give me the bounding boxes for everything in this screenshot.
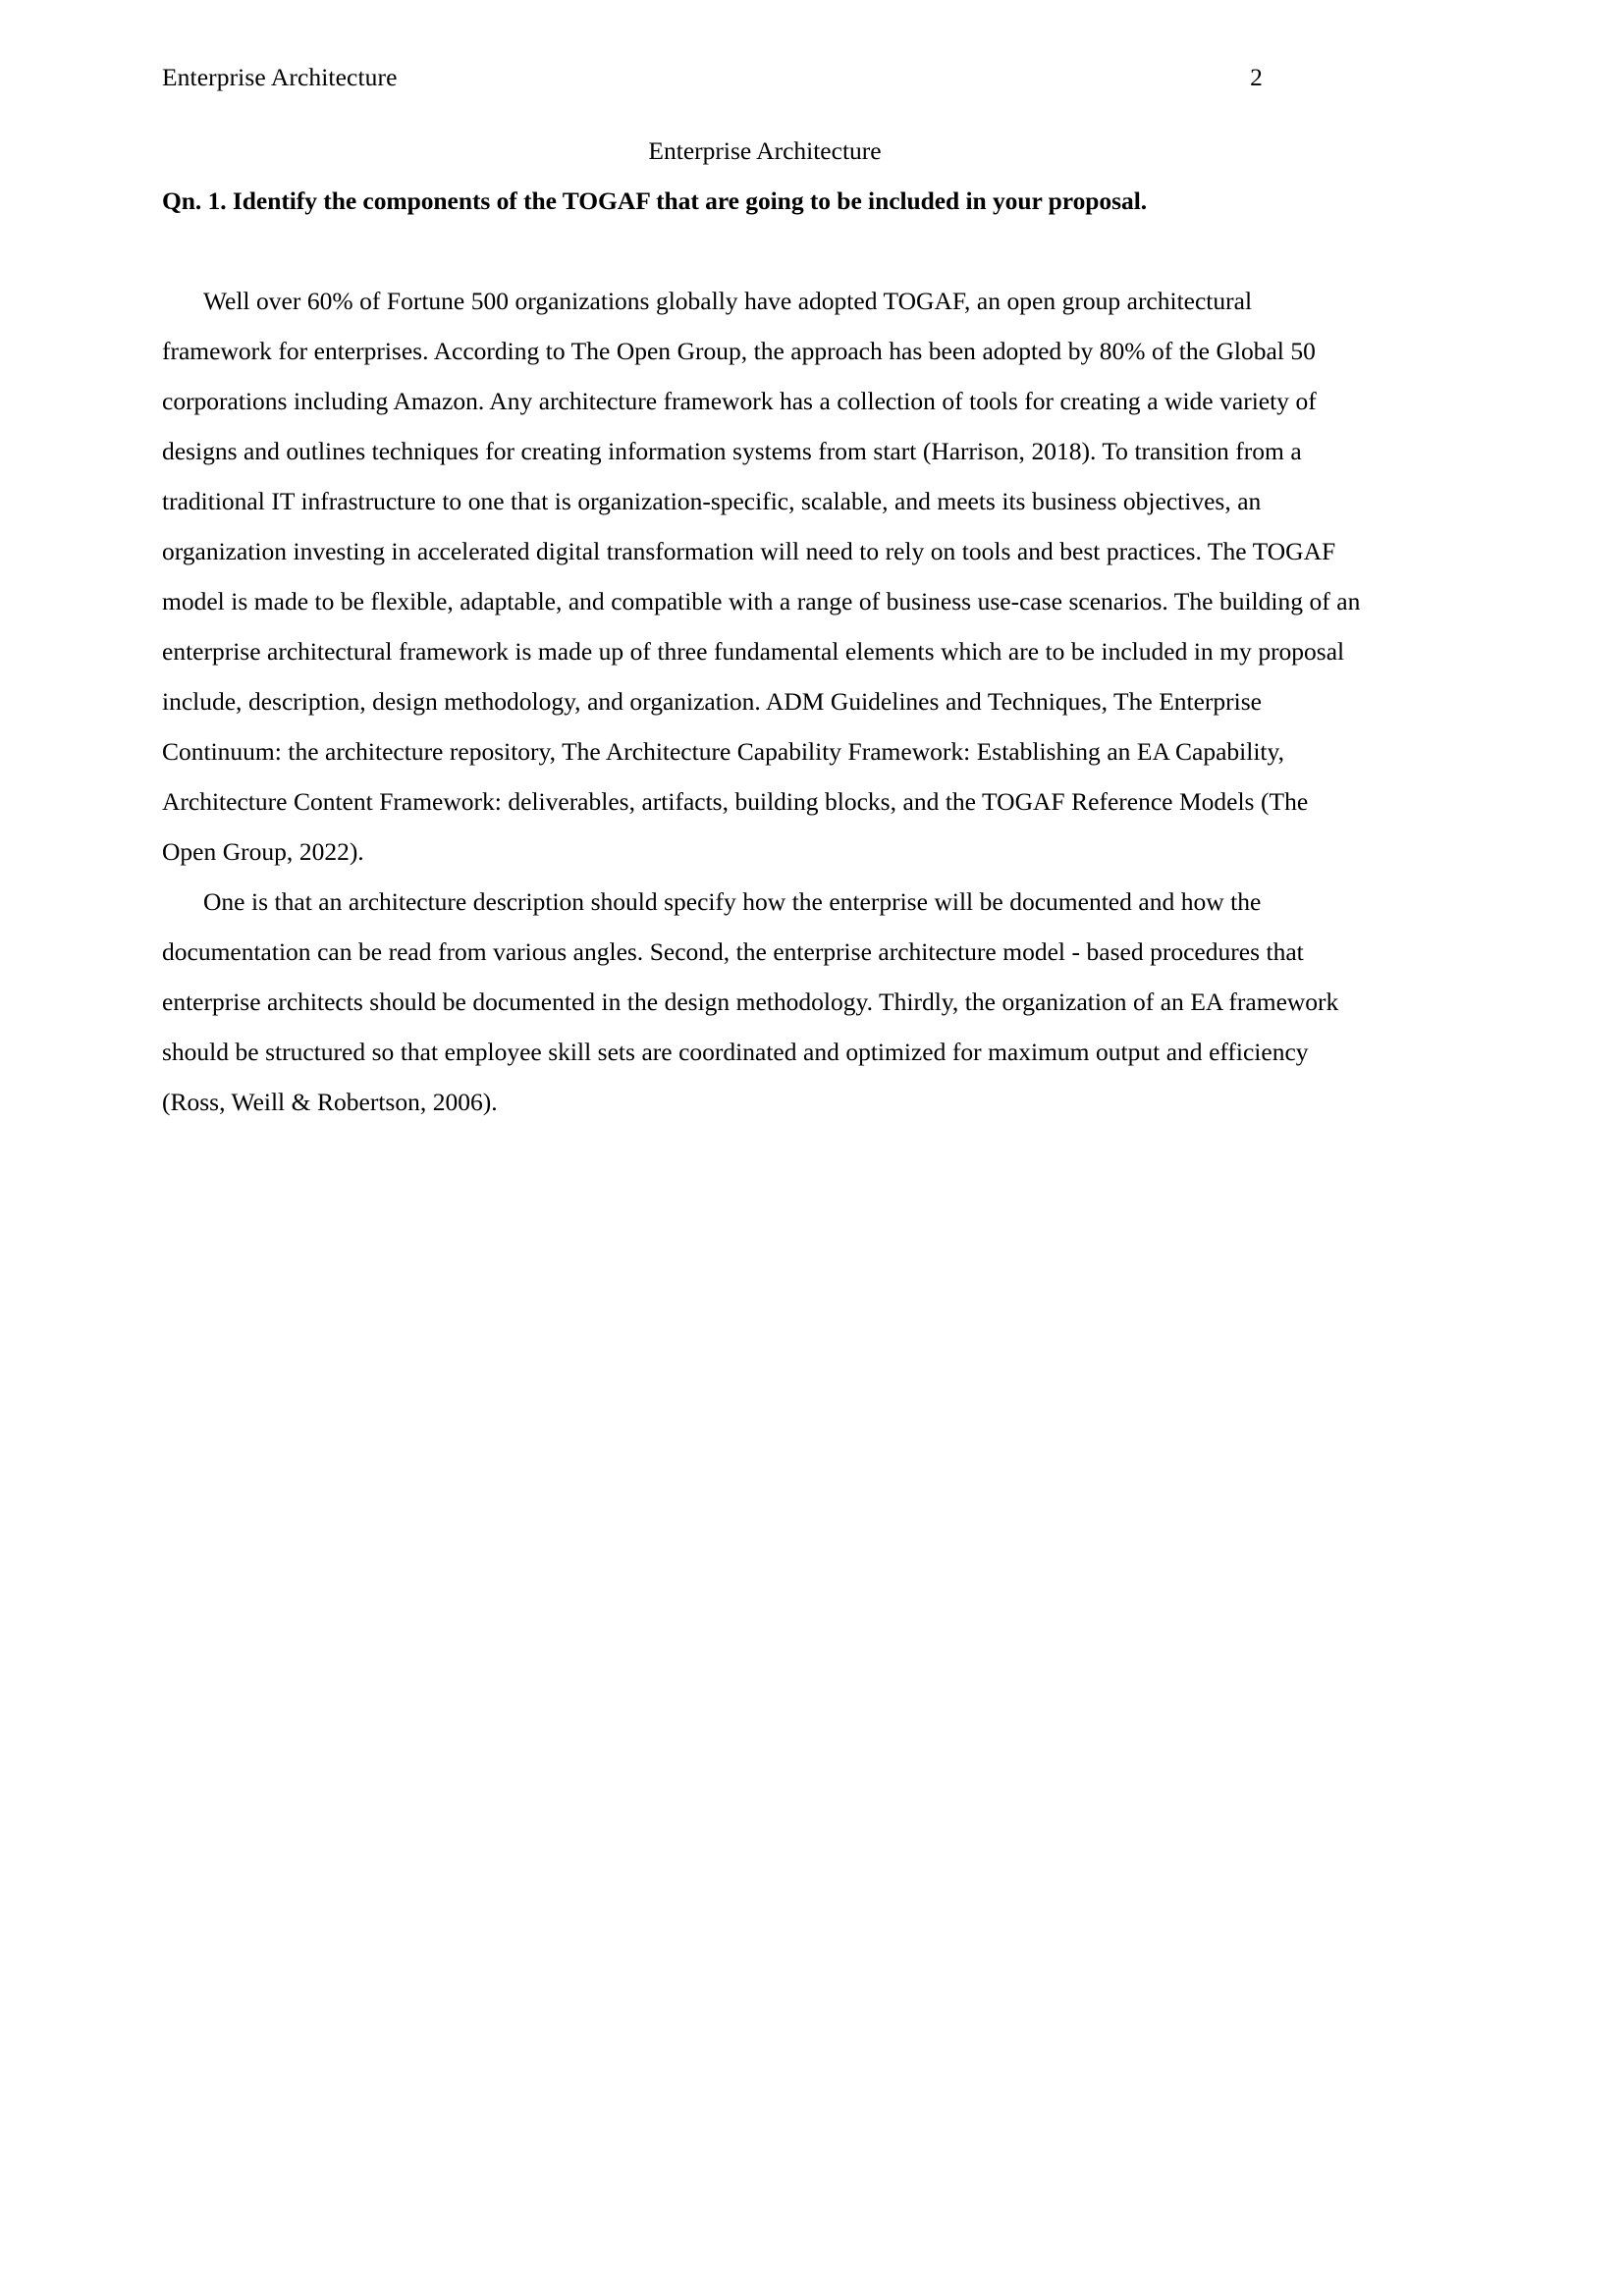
document-body (162, 126, 1368, 1127)
body-paragraph: One is that an architecture description should specify how the enterprise will be documented and how the documentation can be read from various angles. Second, the enterprise architecture model - based procedures that enterprise architects should be documented in the design methodology. Thirdly, the organization of an EA framework should be structured so that employee skill sets are coordinated and optimized for maximum output and efficiency (Ross, Weill & Robertson, 2006). (162, 887, 1339, 1116)
running-head-text: Enterprise Architecture (162, 63, 398, 91)
page-number: 2 (1250, 63, 1263, 91)
running-header (162, 61, 1365, 100)
page-title: Enterprise Architecture (648, 136, 882, 165)
body-paragraph: Well over 60% of Fortune 500 organizations globally have adopted TOGAF, an open group architectural framework for enterprises. According to The Open Group, the approach has been adopted by 80% of the Global 50 corporations including Amazon. Any architecture framework has a collection of tools for creating a wide variety of designs and outlines techniques for creating information systems from start (Harrison, 2018). To transition from a traditional IT infrastructure to one that is organization-specific, scalable, and meets its business objectives, an organization investing in accelerated digital transformation will need to rely on tools and best practices. The TOGAF model is made to be flexible, adaptable, and compatible with a range of business use-case scenarios. The building of an enterprise architectural framework is made up of three fundamental elements which are to be included in my proposal include, description, design methodology, and organization. ADM Guidelines and Techniques, The Enterprise Continuum: the architecture repository, The Architecture Capability Framework: Establishing an EA Capability, Architecture Content Framework: deliverables, artifacts, building blocks, and the TOGAF Reference Models (The Open Group, 2022). (162, 287, 1361, 866)
question-heading: Qn. 1. Identify the components of the TOGAF that are going to be included in your proposal. (162, 187, 1148, 215)
paragraph-spacer (162, 226, 1368, 276)
